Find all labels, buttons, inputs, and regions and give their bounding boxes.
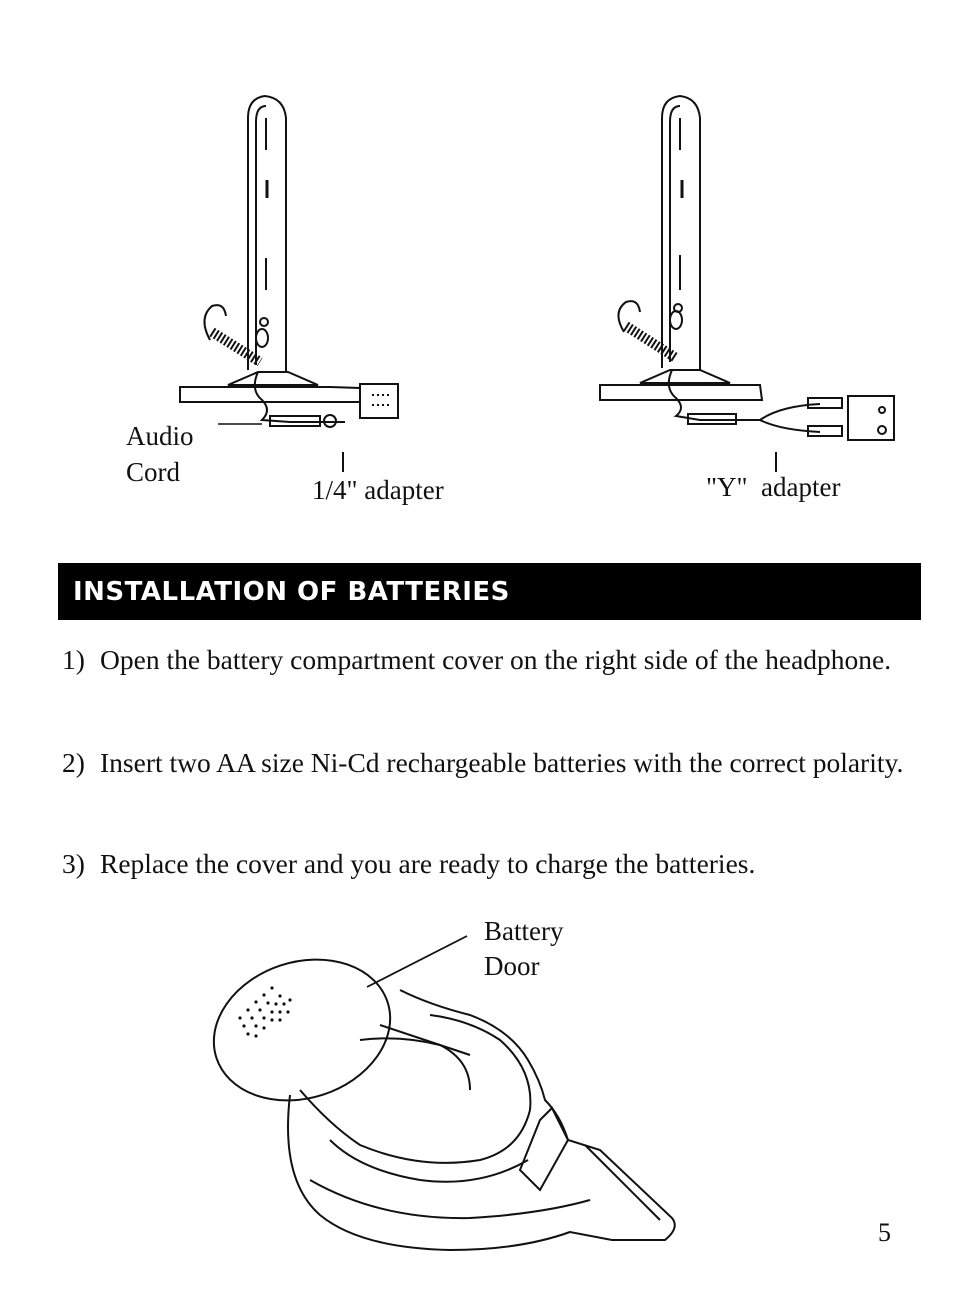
step-number: 1) xyxy=(62,644,85,675)
step-text: Open the battery compartment cover on the right side of the headphone. xyxy=(100,644,892,675)
left-transmitter-drawing xyxy=(180,96,398,472)
battery-label: Battery xyxy=(484,916,564,946)
headphone-battery-door-drawing xyxy=(195,936,674,1250)
step-3 xyxy=(62,845,922,885)
step-number: 2) xyxy=(62,747,85,778)
door-label: Door xyxy=(484,951,540,981)
right-transmitter-drawing xyxy=(600,96,894,472)
section-title: INSTALLATION OF BATTERIES xyxy=(73,577,510,607)
step-1 xyxy=(62,641,922,717)
audio-label: Audio xyxy=(126,421,194,451)
page-number: 5 xyxy=(878,1218,891,1247)
y-adapter-label: "Y" adapter xyxy=(706,472,841,502)
quarter-inch-adapter-label: 1/4" adapter xyxy=(312,475,444,505)
step-text: Replace the cover and you are ready to charge the batteries. xyxy=(100,848,756,879)
cord-label: Cord xyxy=(126,457,180,487)
step-text: Insert two AA size Ni-Cd rechargeable batteries with the correct polarity. xyxy=(100,747,904,778)
speaker-grille-dots xyxy=(238,986,291,1037)
step-number: 3) xyxy=(62,848,85,879)
step-2 xyxy=(62,744,922,820)
